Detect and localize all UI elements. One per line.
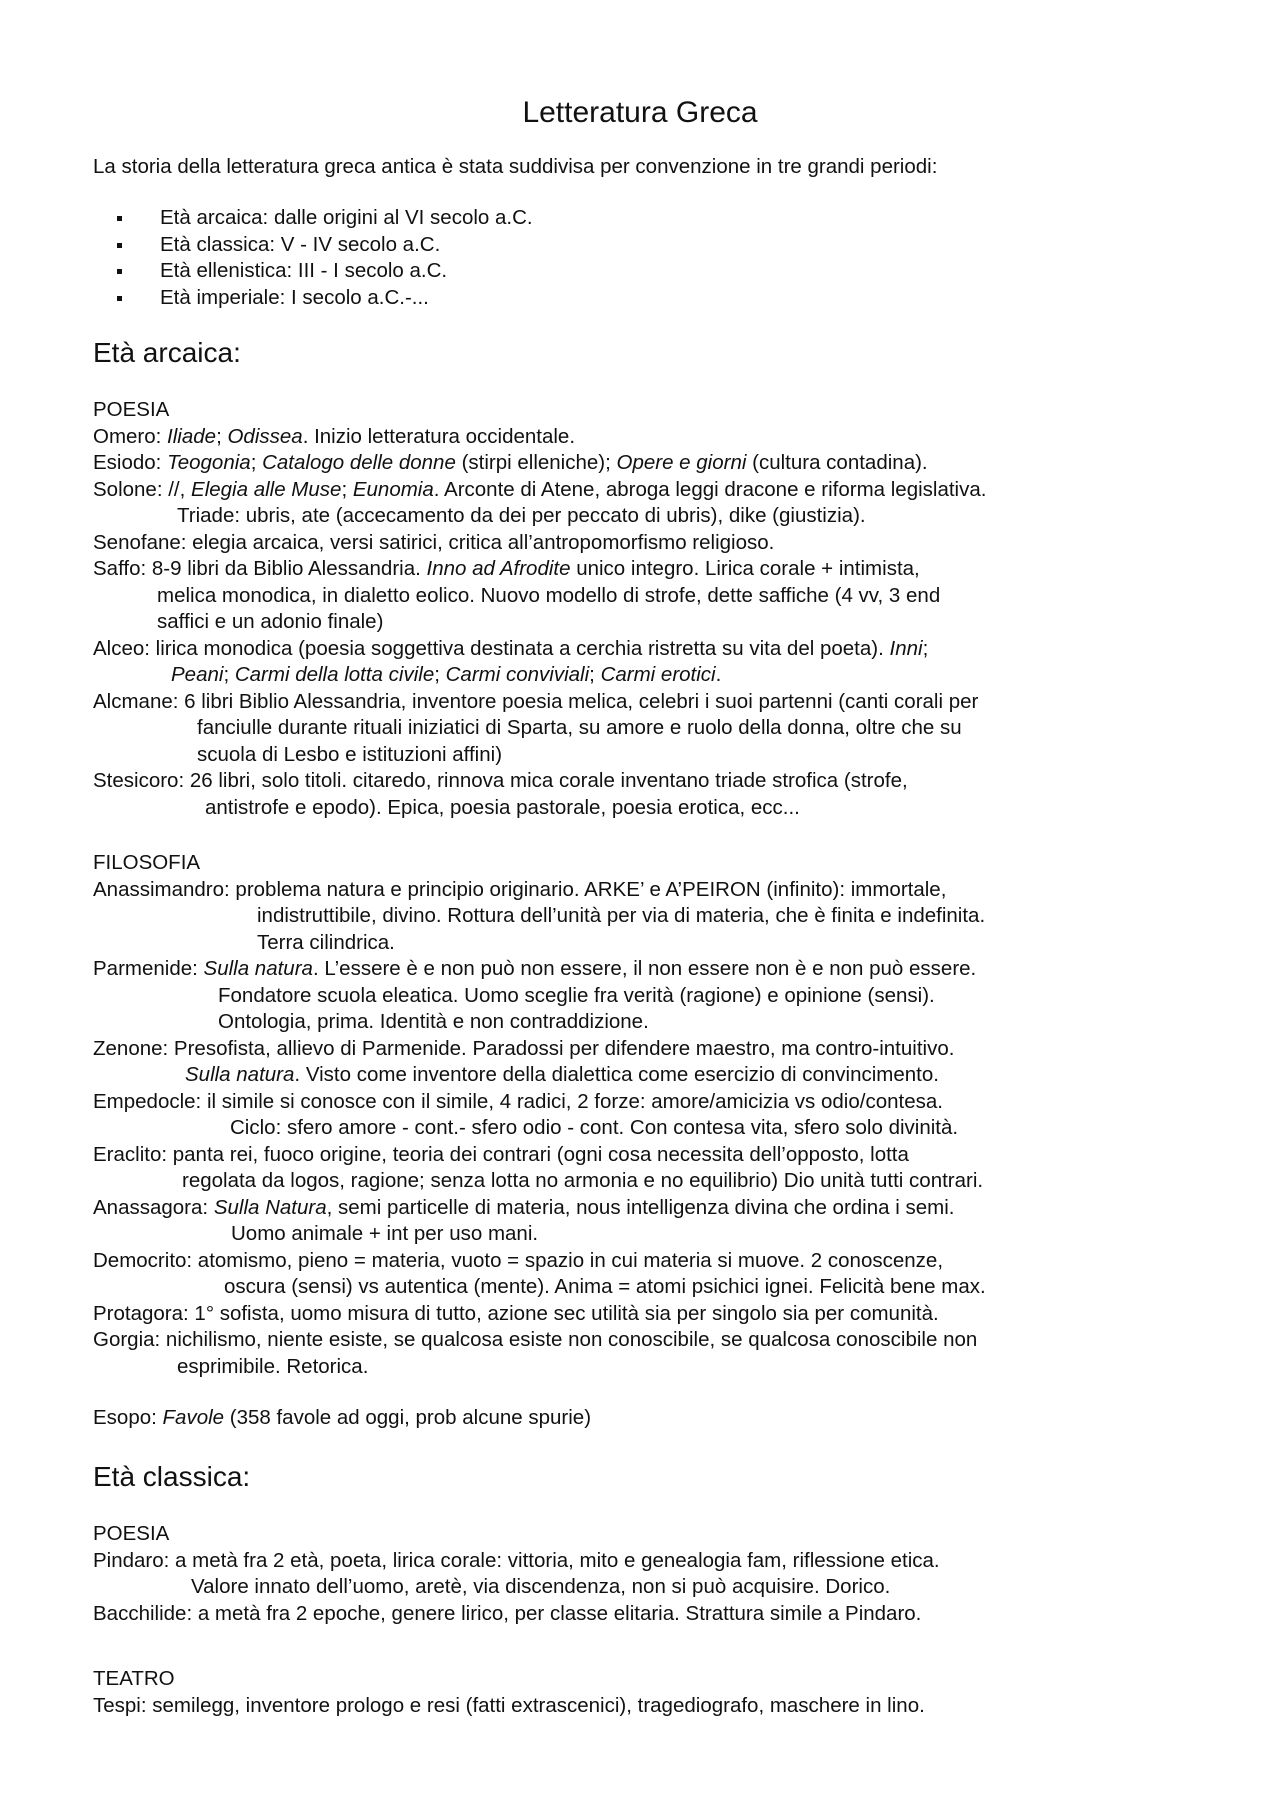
entry-esiodo: Esiodo: Teogonia; Catalogo delle donne (stirpi elleniche); Opere e giorni (cultura contadina).	[93, 451, 928, 474]
entry-alcmane: Alcmane: 6 libri Biblio Alessandria, inventore poesia melica, celebri i suoi partenni (canti corali per fanciulle durante rituali iniziatici di Sparta, su amore e ruolo della donna, oltre che su scuola di Lesbo e istituzioni affini)	[93, 689, 979, 766]
entry-saffo: Saffo: 8-9 libri da Biblio Alessandria. Inno ad Afrodite unico integro. Lirica corale + intimista, melica monodica, in dialetto eolico. Nuovo modello di strofe, dette saffiche (4 vv, 3 end saffici e un adonio finale)	[93, 557, 941, 633]
list-item: Età imperiale: I secolo a.C.-...	[93, 285, 533, 312]
subsection-label: POESIA	[93, 1522, 170, 1545]
entry-empedocle: Empedocle: il simile si conosce con il simile, 4 radici, 2 forze: amore/amicizia vs odio/contesa. Ciclo: sfero amore - cont.- sfero odio - cont. Con contesa vita, sfero solo divinità.	[93, 1089, 959, 1139]
list-item: Età arcaica: dalle origini al VI secolo a.C.	[93, 205, 533, 232]
classical-poetry-section	[93, 1521, 940, 1627]
entry-bacchilide: Bacchilide: a metà fra 2 epoche, genere lirico, per classe elitaria. Strattura simile a Pindaro.	[93, 1601, 922, 1625]
entry-alceo: Alceo: lirica monodica (poesia soggettiva destinata a cerchia ristretta su vita del poeta). Inni; Peani; Carmi della lotta civile; Carmi conviviali; Carmi erotici.	[93, 636, 929, 686]
entry-esopo: Esopo: Favole (358 favole ad oggi, prob alcune spurie)	[93, 1406, 592, 1429]
entry-parmenide: Parmenide: Sulla natura. L’essere è e non può non essere, il non essere non è e non può essere. Fondatore scuola eleatica. Uomo sceglie fra verità (ragione) e opinione (sensi). Ontologia, prima. Identità e non contraddizione.	[93, 957, 977, 1033]
document-title: Letteratura Greca	[522, 96, 758, 129]
classical-theatre-section	[93, 1666, 925, 1719]
subsection-label: POESIA	[93, 398, 170, 421]
archaic-poetry-section	[93, 397, 986, 821]
entry-eraclito: Eraclito: panta rei, fuoco origine, teoria dei contrari (ogni cosa necessita dell’opposto, lotta regolata da logos, ragione; senza lotta no armonia e no equilibrio) Dio unità tutti contrari.	[93, 1142, 984, 1192]
entry-gorgia: Gorgia: nichilismo, niente esiste, se qualcosa esiste non conoscibile, se qualcosa conoscibile non esprimibile. Retorica.	[93, 1328, 978, 1378]
entry-solone: Solone: //, Elegia alle Muse; Eunomia. Arconte di Atene, abroga leggi dracone e riforma legislativa. Triade: ubris, ate (accecamento da dei per peccato di ubris), dike (giustizia).	[93, 477, 987, 527]
list-item: Età classica: V - IV secolo a.C.	[93, 232, 533, 259]
section-heading-archaic: Età arcaica:	[93, 337, 241, 368]
entry-stesicoro: Stesicoro: 26 libri, solo titoli. citaredo, rinnova mica corale inventano triade strofica (strofe, antistrofe e epodo). Epica, poesia pastorale, poesia erotica, ecc...	[93, 769, 908, 819]
entry-omero: Omero: Iliade; Odissea. Inizio letteratura occidentale.	[93, 424, 576, 448]
section-heading-classical: Età classica:	[93, 1461, 251, 1492]
entry-democrito: Democrito: atomismo, pieno = materia, vuoto = spazio in cui materia si muove. 2 conoscenze, oscura (sensi) vs autentica (mente). Anima = atomi psichici ignei. Felicità bene max.	[93, 1248, 986, 1298]
entry-anassagora: Anassagora: Sulla Natura, semi particelle di materia, nous intelligenza divina che ordina i semi. Uomo animale + int per uso mani.	[93, 1195, 955, 1245]
entry-senofane: Senofane: elegia arcaica, versi satirici, critica all’antropomorfismo religioso.	[93, 530, 775, 554]
entry-zenone: Zenone: Presofista, allievo di Parmenide. Paradossi per difendere maestro, ma contro-intuitivo. Sulla natura. Visto come inventore della dialettica come esercizio di convincimento.	[93, 1036, 955, 1086]
entry-pindaro: Pindaro: a metà fra 2 età, poeta, lirica corale: vittoria, mito e genealogia fam, riflessione etica. Valore innato dell’uomo, aretè, via discendenza, non si può acquisire. Dorico.	[93, 1548, 940, 1598]
list-item: Età ellenistica: III - I secolo a.C.	[93, 258, 533, 285]
entry-tespi: Tespi: semilegg, inventore prologo e resi (fatti extrascenici), tragediografo, maschere in lino.	[93, 1693, 925, 1717]
subsection-label: FILOSOFIA	[93, 851, 201, 874]
entry-protagora: Protagora: 1° sofista, uomo misura di tutto, azione sec utilità sia per singolo sia per comunità.	[93, 1301, 939, 1325]
intro-paragraph: La storia della letteratura greca antica è stata suddivisa per convenzione in tre grandi periodi:	[93, 155, 938, 178]
entry-anassimandro: Anassimandro: problema natura e principio originario. ARKE’ e A’PEIRON (infinito): immortale, indistruttibile, divino. Rottura dell’unità per via di materia, che è finita e indefinita. Terra cilindrica.	[93, 877, 986, 954]
periods-list	[93, 205, 533, 311]
archaic-philosophy-section	[93, 850, 986, 1380]
subsection-label: TEATRO	[93, 1667, 175, 1690]
